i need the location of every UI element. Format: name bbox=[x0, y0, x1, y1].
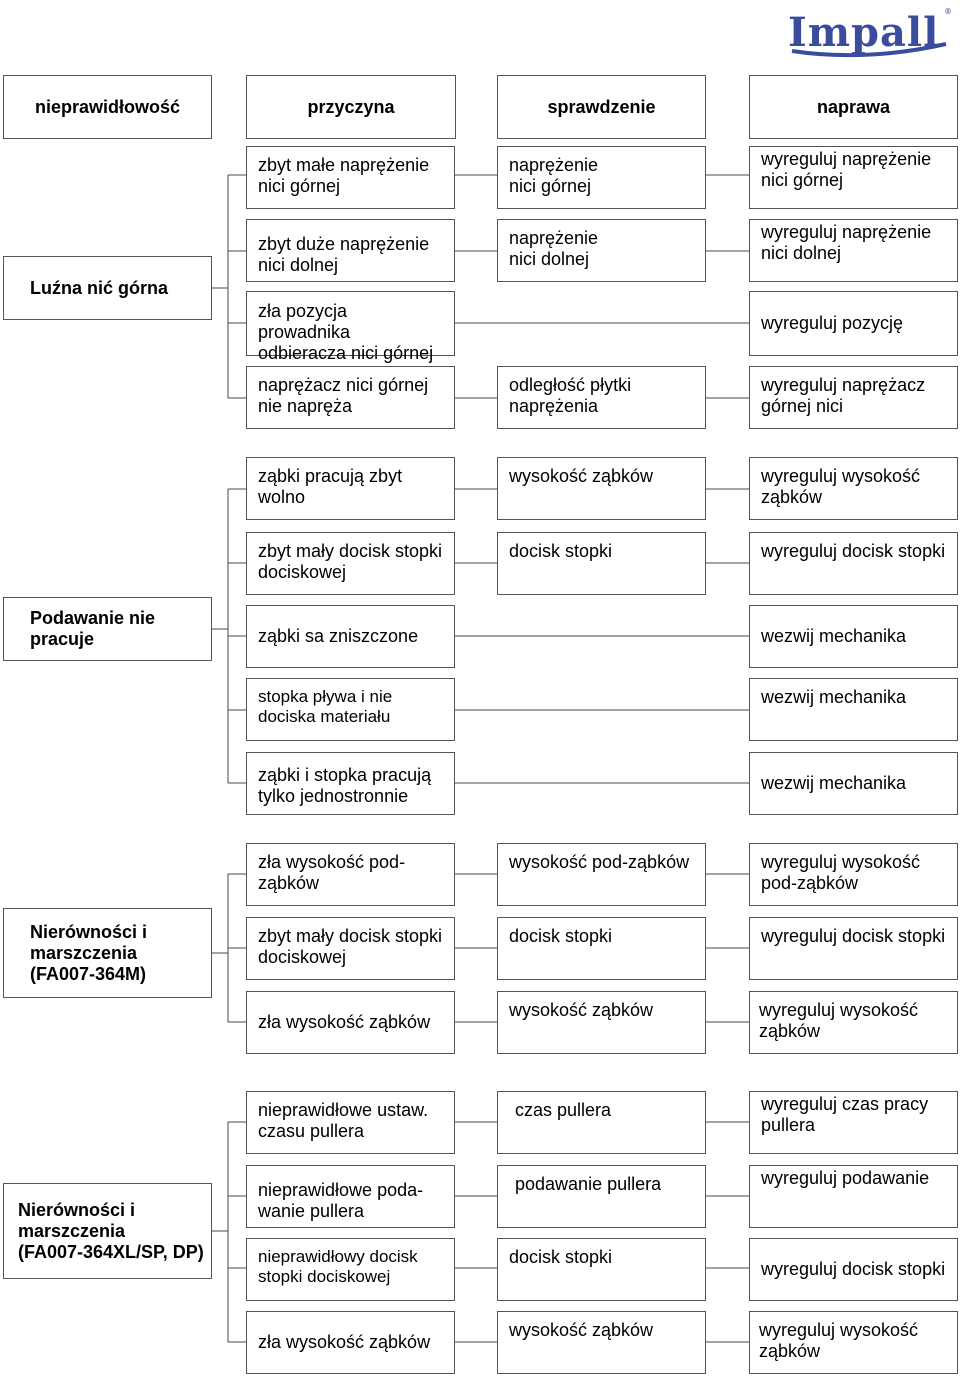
cause-cell: ząbki i stopka pracują tylko jednostronnie bbox=[246, 752, 455, 815]
cause-cell: stopka pływa i nie dociska materiału bbox=[246, 678, 455, 741]
repair-cell: wyreguluj wysokość pod-ząbków bbox=[749, 843, 958, 906]
check-cell: podawanie pullera bbox=[497, 1165, 706, 1228]
check-cell: wysokość pod-ząbków bbox=[497, 843, 706, 906]
cause-cell: naprężacz nici górnej nie napręża bbox=[246, 366, 455, 429]
svg-text:®: ® bbox=[944, 7, 952, 16]
cause-cell: zbyt duże naprężenie nici dolnej bbox=[246, 219, 455, 282]
header-cause: przyczyna bbox=[246, 75, 456, 139]
cause-cell: zbyt małe naprężenie nici górnej bbox=[246, 146, 455, 209]
repair-cell: wezwij mechanika bbox=[749, 605, 958, 668]
repair-cell: wyreguluj pozycję bbox=[749, 291, 958, 356]
problem-loose-upper-thread: Luźna nić górna bbox=[3, 256, 212, 320]
repair-cell: wyreguluj naprężacz górnej nici bbox=[749, 366, 958, 429]
repair-cell: wezwij mechanika bbox=[749, 752, 958, 815]
repair-cell: wyreguluj wysokość ząbków bbox=[749, 1311, 958, 1374]
problem-feed-not-working: Podawanie nie pracuje bbox=[3, 597, 212, 661]
cause-cell: zła wysokość ząbków bbox=[246, 1311, 455, 1374]
repair-cell: wyreguluj czas pracy pullera bbox=[749, 1091, 958, 1154]
check-cell: docisk stopki bbox=[497, 1238, 706, 1301]
svg-text:Impall: Impall bbox=[788, 9, 940, 56]
check-cell: wysokość ząbków bbox=[497, 1311, 706, 1374]
problem-puckering-364xl: Nierówności i marszczenia (FA007-364XL/SP, DP) bbox=[3, 1183, 212, 1279]
repair-cell: wyreguluj naprężenie nici dolnej bbox=[749, 219, 958, 282]
repair-cell: wezwij mechanika bbox=[749, 678, 958, 741]
check-cell: wysokość ząbków bbox=[497, 991, 706, 1054]
check-cell: wysokość ząbków bbox=[497, 457, 706, 520]
cause-cell: nieprawidłowy docisk stopki dociskowej bbox=[246, 1238, 455, 1301]
repair-cell: wyreguluj naprężenie nici górnej bbox=[749, 146, 958, 209]
cause-cell: nieprawidłowe ustaw. czasu pullera bbox=[246, 1091, 455, 1154]
header-repair: naprawa bbox=[749, 75, 958, 139]
cause-cell: ząbki sa zniszczone bbox=[246, 605, 455, 668]
cause-cell: nieprawidłowe poda- wanie pullera bbox=[246, 1165, 455, 1228]
problem-puckering-364m: Nierówności i marszczenia (FA007-364M) bbox=[3, 908, 212, 998]
repair-cell: wyreguluj docisk stopki bbox=[749, 532, 958, 595]
repair-cell: wyreguluj podawanie bbox=[749, 1165, 958, 1228]
cause-cell: zła wysokość pod- ząbków bbox=[246, 843, 455, 906]
cause-cell: zbyt mały docisk stopki dociskowej bbox=[246, 917, 455, 980]
check-cell: docisk stopki bbox=[497, 917, 706, 980]
check-cell: docisk stopki bbox=[497, 532, 706, 595]
repair-cell: wyreguluj wysokość ząbków bbox=[749, 457, 958, 520]
cause-cell: zła pozycja prowadnika odbieracza nici górnej bbox=[246, 291, 455, 356]
check-cell: czas pullera bbox=[497, 1091, 706, 1154]
header-check: sprawdzenie bbox=[497, 75, 706, 139]
repair-cell: wyreguluj docisk stopki bbox=[749, 917, 958, 980]
repair-cell: wyreguluj wysokość ząbków bbox=[749, 991, 958, 1054]
cause-cell: zła wysokość ząbków bbox=[246, 991, 455, 1054]
check-cell: odległość płytki naprężenia bbox=[497, 366, 706, 429]
cause-cell: zbyt mały docisk stopki dociskowej bbox=[246, 532, 455, 595]
header-problem: nieprawidłowość bbox=[3, 75, 212, 139]
repair-cell: wyreguluj docisk stopki bbox=[749, 1238, 958, 1301]
cause-cell: ząbki pracują zbyt wolno bbox=[246, 457, 455, 520]
check-cell: naprężenie nici górnej bbox=[497, 146, 706, 209]
check-cell: naprężenie nici dolnej bbox=[497, 219, 706, 282]
